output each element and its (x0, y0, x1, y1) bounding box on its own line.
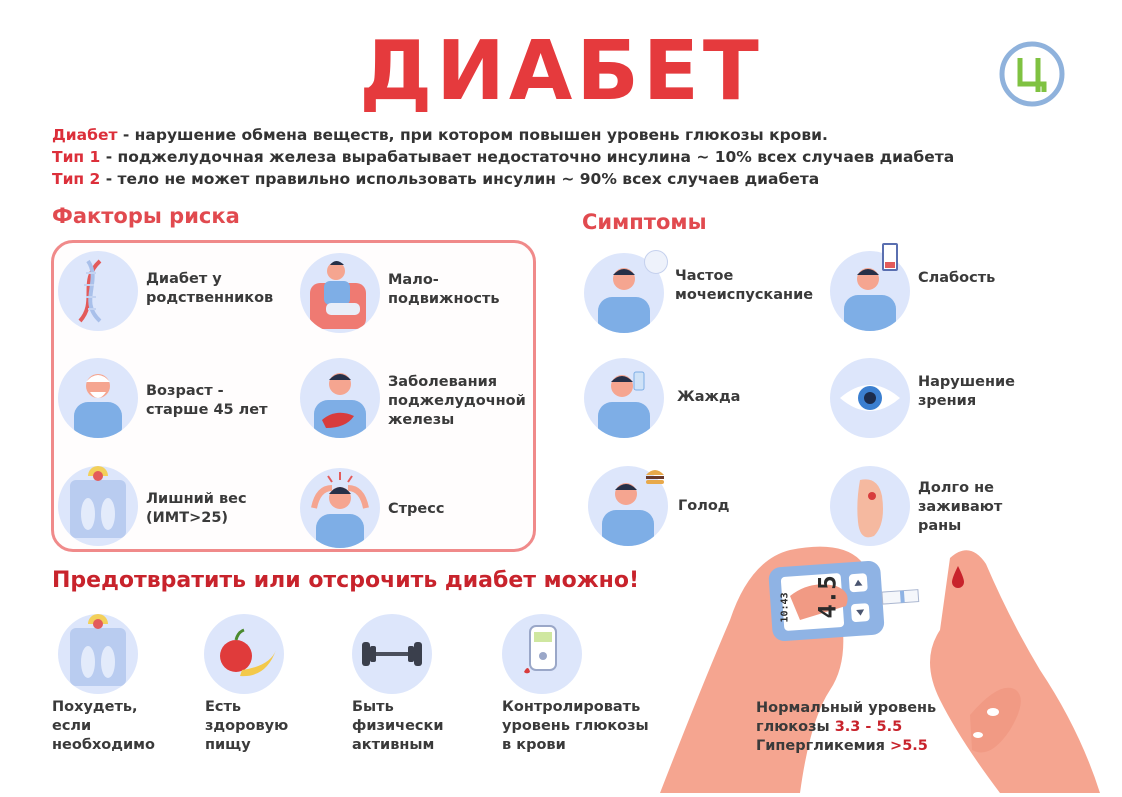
glucometer-reading: 4.5 (813, 575, 842, 619)
apple-banana-icon (204, 614, 284, 694)
symptom-label-wounds: Долго не заживают раны (918, 480, 1003, 534)
symptom-label-hunger: Голод (678, 498, 730, 514)
symptom-label-urination: Частое мочеиспускание (675, 268, 814, 303)
elderly-person-icon (58, 358, 138, 438)
glucose-info (756, 699, 936, 756)
prevention-label-glucose: Контролировать уровень глюкозы в крови (502, 699, 649, 753)
wounded-foot-icon (830, 466, 910, 546)
intro-line-3: Тип 2 - тело не может правильно использовать инсулин ~ 90% всех случаев диабета (52, 170, 820, 188)
glucose-info-line3: Гипергликемия >5.5 (756, 738, 928, 754)
glucose-info-line2: глюкозы 3.3 - 5.5 (756, 719, 903, 735)
risk-label-pancreas: Заболевания поджелудочной железы (388, 374, 526, 428)
intro-line-2: Тип 1 - поджелудочная железа вырабатывает недостаточно инсулина ~ 10% всех случаев диабета (52, 148, 955, 166)
clinic-logo (998, 40, 1066, 108)
prevention-label-activity: Быть физически активным (352, 699, 444, 753)
battery-icon (882, 243, 898, 271)
glucometer-icon (502, 614, 582, 694)
prevention-label-food: Есть здоровую пищу (205, 699, 289, 753)
low-battery-icon (830, 251, 910, 331)
stressed-person-icon (300, 468, 380, 548)
dna-icon (58, 251, 138, 331)
prevention-heading: Предотвратить или отсрочить диабет можно! (52, 568, 639, 593)
risk-label-family: Диабет у родственников (146, 271, 274, 306)
glucose-info-line1: Нормальный уровень (756, 700, 937, 716)
glucometer-time: 10:43 (779, 592, 791, 623)
risk-label-inactivity: Мало- подвижность (388, 272, 500, 307)
symptom-label-thirst: Жажда (677, 389, 741, 405)
symptoms-heading: Симптомы (582, 210, 707, 234)
risk-factors-heading: Факторы риска (52, 204, 240, 228)
intro-line-1: Диабет - нарушение обмена веществ, при котором повышен уровень глюкозы крови. (52, 126, 828, 144)
page-title: ДИАБЕТ (359, 24, 763, 119)
pancreas-icon (300, 358, 380, 438)
drinking-icon (584, 358, 664, 438)
scale-icon (58, 466, 138, 546)
intro-text (52, 124, 954, 190)
thought-bubble-icon (644, 250, 668, 274)
sitting-person-icon (300, 253, 380, 333)
symptom-label-vision: Нарушение зрения (918, 374, 1015, 409)
burger-icon (644, 465, 666, 487)
dumbbell-icon (352, 614, 432, 694)
prevention-label-weight: Похудеть, если необходимо (52, 699, 155, 753)
risk-label-weight: Лишний вес (ИМТ>25) (146, 491, 247, 526)
eye-icon (830, 358, 910, 438)
symptom-label-weakness: Слабость (918, 270, 996, 286)
risk-label-stress: Стресс (388, 501, 445, 517)
scale-icon (58, 614, 138, 694)
risk-label-age: Возраст - старше 45 лет (146, 383, 268, 418)
